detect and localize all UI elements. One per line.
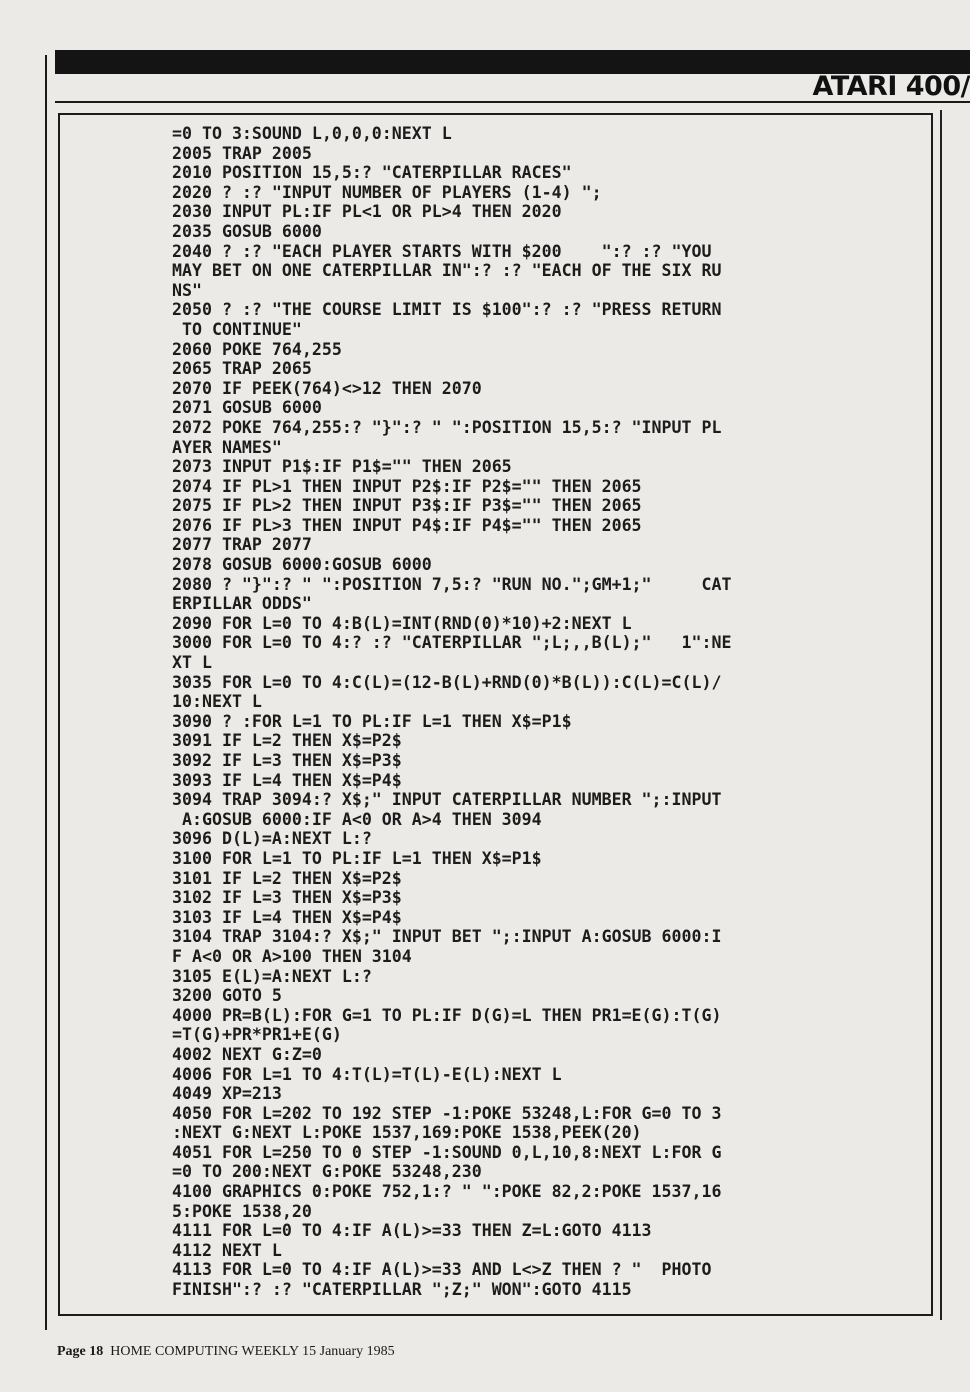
right-frame-rule xyxy=(940,110,942,1320)
code-line: TO CONTINUE" xyxy=(172,319,302,339)
code-line: F A<0 OR A>100 THEN 3104 xyxy=(172,946,412,966)
code-line: 4049 XP=213 xyxy=(172,1084,282,1104)
code-line: 4002 NEXT G:Z=0 xyxy=(172,1044,322,1064)
code-line: 3000 FOR L=0 TO 4:? :? "CATERPILLAR ";L;,,B(L);" 1":NE xyxy=(172,633,732,653)
code-line: 3090 ? :FOR L=1 TO PL:IF L=1 THEN X$=P1$ xyxy=(172,711,572,731)
code-line: 3101 IF L=2 THEN X$=P2$ xyxy=(172,868,402,888)
code-line: 2060 POKE 764,255 xyxy=(172,339,342,359)
code-line: 4051 FOR L=250 TO 0 STEP -1:SOUND 0,L,10,8:NEXT L:FOR G xyxy=(172,1142,722,1162)
code-line: AYER NAMES" xyxy=(172,437,282,457)
code-line: 4100 GRAPHICS 0:POKE 752,1:? " ":POKE 82,2:POKE 1537,16 xyxy=(172,1182,722,1202)
code-line: 2072 POKE 764,255:? "}":? " ":POSITION 15,5:? "INPUT PL xyxy=(172,417,722,437)
code-line: 2030 INPUT PL:IF PL<1 OR PL>4 THEN 2020 xyxy=(172,202,562,222)
code-line: 4111 FOR L=0 TO 4:IF A(L)>=33 THEN Z=L:GOTO 4113 xyxy=(172,1221,652,1241)
code-line: 2065 TRAP 2065 xyxy=(172,359,312,379)
code-line: 2073 INPUT P1$:IF P1$="" THEN 2065 xyxy=(172,457,512,477)
code-line: 3093 IF L=4 THEN X$=P4$ xyxy=(172,770,402,790)
code-line: MAY BET ON ONE CATERPILLAR IN":? :? "EACH OF THE SIX RU xyxy=(172,261,722,281)
code-line: 3102 IF L=3 THEN X$=P3$ xyxy=(172,888,402,908)
code-line: 2070 IF PEEK(764)<>12 THEN 2070 xyxy=(172,378,482,398)
program-listing xyxy=(172,124,852,1300)
code-line: 2075 IF PL>2 THEN INPUT P3$:IF P3$="" THEN 2065 xyxy=(172,496,642,516)
code-line: 2080 ? "}":? " ":POSITION 7,5:? "RUN NO.";GM+1;" CAT xyxy=(172,574,732,594)
publication-info: HOME COMPUTING WEEKLY 15 January 1985 xyxy=(110,1344,395,1359)
code-line: 4050 FOR L=202 TO 192 STEP -1:POKE 53248,L:FOR G=0 TO 3 xyxy=(172,1103,722,1123)
code-line: 4113 FOR L=0 TO 4:IF A(L)>=33 AND L<>Z THEN ? " PHOTO xyxy=(172,1260,712,1280)
code-line: ERPILLAR ODDS" xyxy=(172,594,312,614)
code-line: 2020 ? :? "INPUT NUMBER OF PLAYERS (1-4) "; xyxy=(172,182,602,202)
page-footer xyxy=(57,1344,395,1360)
code-line: 3092 IF L=3 THEN X$=P3$ xyxy=(172,751,402,770)
code-line: XT L xyxy=(172,653,212,673)
code-line: 3096 D(L)=A:NEXT L:? xyxy=(172,829,372,849)
code-line: 2074 IF PL>1 THEN INPUT P2$:IF P2$="" THEN 2065 xyxy=(172,476,642,496)
code-line: 2078 GOSUB 6000:GOSUB 6000 xyxy=(172,555,432,575)
code-line: A:GOSUB 6000:IF A<0 OR A>4 THEN 3094 xyxy=(172,809,542,829)
code-line: 3200 GOTO 5 xyxy=(172,986,282,1006)
code-line: 3103 IF L=4 THEN X$=P4$ xyxy=(172,907,402,927)
code-line: NS" xyxy=(172,280,202,300)
code-line: 3104 TRAP 3104:? X$;" INPUT BET ";:INPUT A:GOSUB 6000:I xyxy=(172,927,722,947)
code-line: 2035 GOSUB 6000 xyxy=(172,221,322,241)
code-line: =0 TO 200:NEXT G:POKE 53248,230 xyxy=(172,1162,482,1182)
code-line: =T(G)+PR*PR1+E(G) xyxy=(172,1025,342,1045)
code-line: 2040 ? :? "EACH PLAYER STARTS WITH $200 ":? :? "YOU xyxy=(172,241,712,261)
code-line: 3105 E(L)=A:NEXT L:? xyxy=(172,966,372,986)
left-margin-rule xyxy=(45,55,47,1330)
code-line: =0 TO 3:SOUND L,0,0,0:NEXT L xyxy=(172,124,452,143)
code-line: 2076 IF PL>3 THEN INPUT P4$:IF P4$="" THEN 2065 xyxy=(172,515,642,535)
code-line: 2071 GOSUB 6000 xyxy=(172,398,322,418)
code-line: 2090 FOR L=0 TO 4:B(L)=INT(RND(0)*10)+2:NEXT L xyxy=(172,613,632,633)
code-line: 2077 TRAP 2077 xyxy=(172,535,312,555)
code-line: 5:POKE 1538,20 xyxy=(172,1201,312,1221)
code-line: 4006 FOR L=1 TO 4:T(L)=T(L)-E(L):NEXT L xyxy=(172,1064,562,1084)
code-line: 3035 FOR L=0 TO 4:C(L)=(12-B(L)+RND(0)*B(L)):C(L)=C(L)/ xyxy=(172,672,722,692)
code-line: 2050 ? :? "THE COURSE LIMIT IS $100":? :? "PRESS RETURN xyxy=(172,300,722,320)
code-line: FINISH":? :? "CATERPILLAR ";Z;" WON":GOTO 4115 xyxy=(172,1280,632,1300)
code-line: 3094 TRAP 3094:? X$;" INPUT CATERPILLAR NUMBER ";:INPUT xyxy=(172,790,722,810)
code-line: 3091 IF L=2 THEN X$=P2$ xyxy=(172,731,402,751)
code-line: 4112 NEXT L xyxy=(172,1240,282,1260)
page-number: Page 18 xyxy=(57,1344,104,1359)
code-line: 2010 POSITION 15,5:? "CATERPILLAR RACES" xyxy=(172,163,572,183)
code-line: 10:NEXT L xyxy=(172,692,262,712)
code-line: 3100 FOR L=1 TO PL:IF L=1 THEN X$=P1$ xyxy=(172,848,542,868)
code-line: 4000 PR=B(L):FOR G=1 TO PL:IF D(G)=L THEN PR1=E(G):T(G) xyxy=(172,1005,722,1025)
section-title: ATARI 400/ xyxy=(812,71,970,102)
code-line: :NEXT G:NEXT L:POKE 1537,169:POKE 1538,PEEK(20) xyxy=(172,1123,642,1143)
code-line: 2005 TRAP 2005 xyxy=(172,143,312,163)
